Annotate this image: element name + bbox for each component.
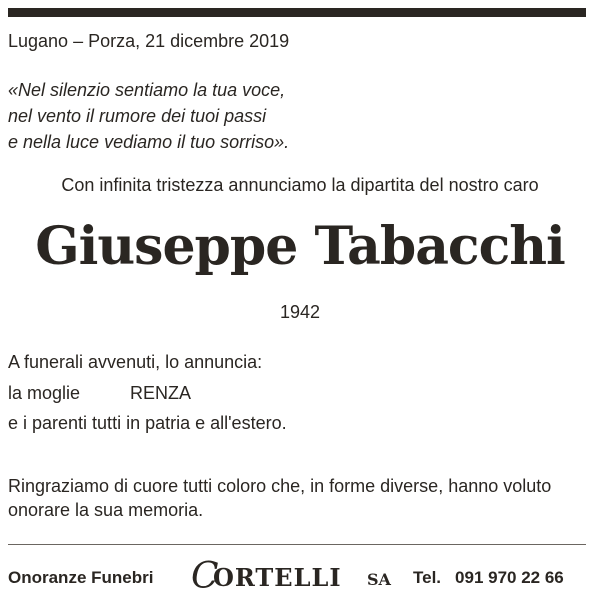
announcement-lead: A funerali avvenuti, lo annuncia:: [8, 352, 263, 372]
wife-name: RENZA: [130, 383, 192, 403]
birth-year: 1942: [279, 302, 321, 322]
place-date: Lugano – Porza, 21 dicembre 2019: [8, 31, 290, 51]
poem-quote: [8, 77, 289, 155]
intro-text: Con infinita tristezza annunciamo la dipartita del nostro caro: [61, 175, 539, 195]
poem-line: nel vento il rumore dei tuoi passi: [8, 106, 267, 126]
poem-line: «Nel silenzio sentiamo la tua voce,: [8, 80, 286, 100]
wife-label: la moglie: [8, 383, 81, 403]
logo-name: ORTELLI: [213, 563, 342, 592]
wife-row: [8, 383, 408, 404]
cortelli-logo: [191, 556, 401, 597]
phone-label: Tel.: [413, 568, 442, 587]
bottom-divider: [8, 544, 586, 545]
logo-suffix: SA: [367, 570, 391, 589]
footer: [8, 556, 588, 597]
funeral-home-label: Onoranze Funebri: [8, 568, 154, 587]
top-divider: [8, 8, 586, 17]
phone-contact: [413, 568, 564, 588]
phone-number: 091 970 22 66: [455, 568, 564, 587]
logo-initial: C: [191, 556, 219, 597]
deceased-name: Giuseppe Tabacchi: [35, 216, 565, 277]
relatives-line: e i parenti tutti in patria e all'estero.: [8, 413, 287, 433]
poem-line: e nella luce vediamo il tuo sorriso».: [8, 132, 290, 152]
thanks-text: Ringraziamo di cuore tutti coloro che, in forme diverse, hanno voluto onorare la sua memoria.: [8, 476, 552, 520]
